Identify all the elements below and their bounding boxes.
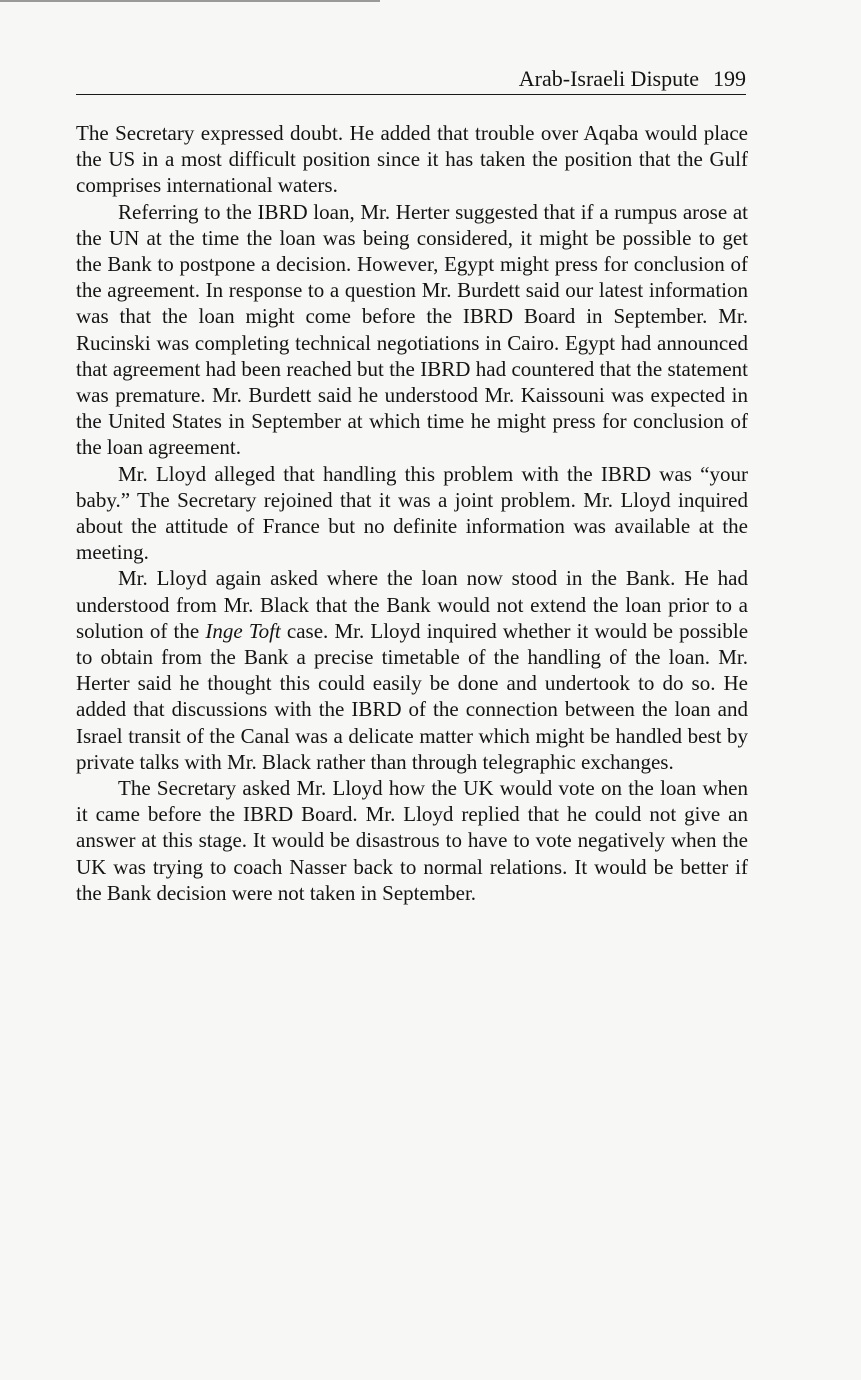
paragraph-inge-toft-after: case. Mr. Lloyd inquired whether it would be possible to obtain from the Bank a precise timetable of the handling of the loan. Mr. Herter said he thought this could easily be done and undertook to do so. He added that discussions with the IBRD of the connection between the loan and Israel transit of the Canal was a delicate matter which might be handled best by private talks with Mr. Black rather than through telegraphic exchanges. — [76, 618, 749, 774]
paragraph-ibrd-loan: Referring to the IBRD loan, Mr. Herter suggested that if a rumpus arose at the UN at the time the loan was being considered, it might be possible to get the Bank to postpone a decision. However, Egypt might press for conclusion of the agreement. In response to a question Mr. Burdett said our latest information was that the loan might come before the IBRD Board in September. Mr. Rucinski was completing technical negotiations in Cairo. Egypt had announced that agreement had been reached but the IBRD had countered that the statement was premature. Mr. Burdett said he understood Mr. Kaissouni was expected in the United States in September at which time he might press for conclusion of the loan agreement. — [76, 199, 748, 460]
page-number: 199 — [713, 66, 746, 91]
running-head — [76, 64, 746, 95]
paragraph-inge-toft-before: Mr. Lloyd again asked where the loan now stood in the Bank. He had understood from Mr. Black that the Bank would not extend the loan prior to a solution of the — [76, 566, 748, 643]
paragraph-aqaba-doubt: The Secretary expressed doubt. He added that trouble over Aqaba would place the US in a most difficult position since it has taken the position that the Gulf comprises international waters. — [76, 121, 748, 198]
ship-name-inge-toft: Inge Toft — [205, 618, 281, 643]
paragraph-inge-toft — [76, 565, 748, 775]
running-head-title: Arab-Israeli Dispute — [518, 66, 699, 91]
paragraph-uk-vote: The Secretary asked Mr. Lloyd how the UK would vote on the loan when it came before the IBRD Board. Mr. Lloyd replied that he could not give an answer at this stage. It would be disastrous to have to vote negatively when the UK was trying to coach Nasser back to normal relations. It would be better if the Bank decision were not taken in September. — [76, 776, 748, 905]
document-body — [76, 120, 748, 906]
scan-edge-line — [0, 0, 380, 2]
paragraph-your-baby: Mr. Lloyd alleged that handling this problem with the IBRD was “your baby.” The Secretary rejoined that it was a joint problem. Mr. Lloyd inquired about the attitude of France but no definite information was available at the meeting. — [76, 461, 748, 565]
